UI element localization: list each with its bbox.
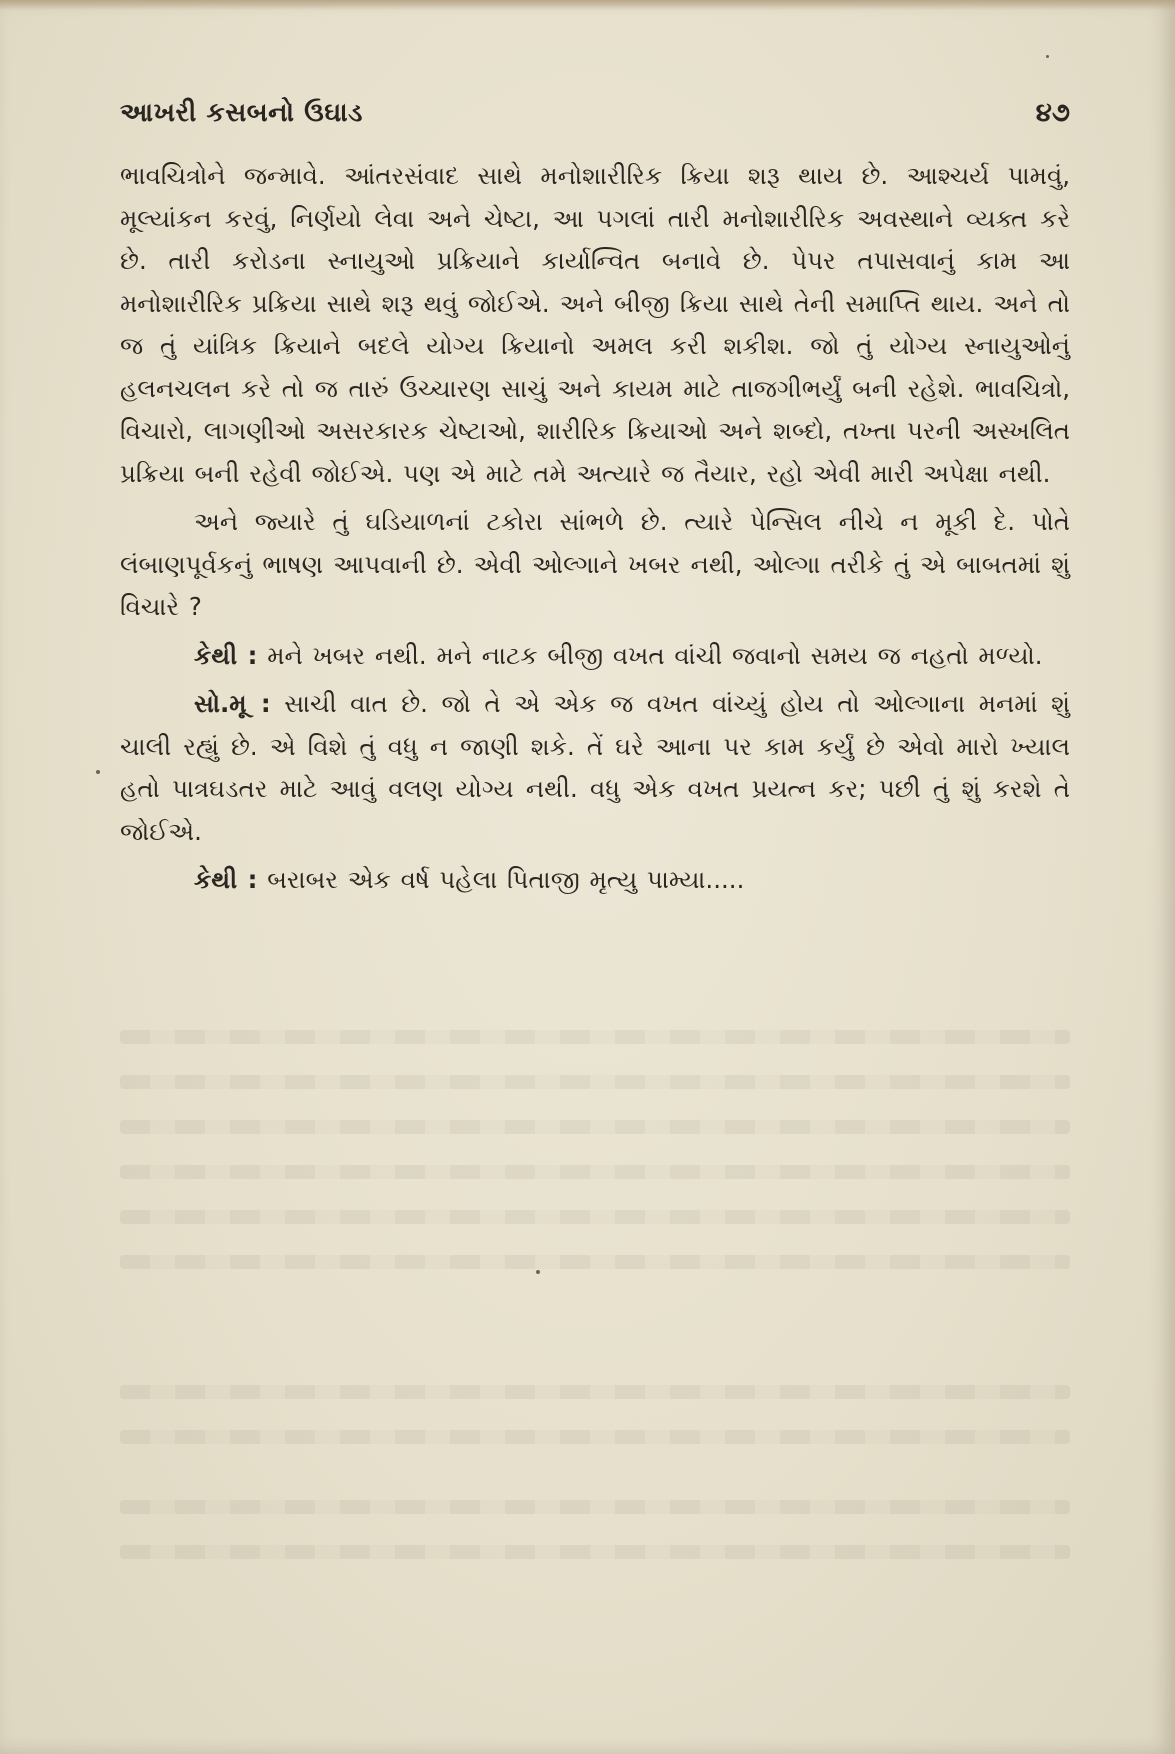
paper-speck [536,1270,540,1274]
dialogue-paragraph [120,635,1070,678]
dialogue-text: સાચી વાત છે. જો તે એ એક જ વખત વાંચ્યું હોય તો ઓલ્ગાના મનમાં શું ચાલી રહ્યું છે. એ વિશે તું વધુ ન જાણી શકે. તેં ઘરે આના પર કામ કર્યું છે એવો મારો ખ્યાલ હતો પાત્રઘડતર માટે આવું વલણ યોગ્ય નથી. વધુ એક વખત પ્રયત્ન કર; પછી તું શું કરશે તે જોઈએ. [120,689,1070,846]
show-through-line [120,1385,1070,1399]
page-number: ૪૭ [1035,98,1070,128]
dialogue-text: મને ખબર નથી. મને નાટક બીજી વખત વાંચી જવાનો સમય જ નહતો મળ્યો. [257,640,1043,670]
page-top-edge [0,0,1175,10]
dialogue-text: બરાબર એક વર્ષ પહેલા પિતાજી મૃત્યુ પામ્યા..... [257,865,745,894]
body-text [120,155,1070,902]
show-through-line [120,1030,1070,1044]
show-through-line [120,1430,1070,1444]
show-through-line [120,1075,1070,1089]
speaker-name: કેથી : [194,865,258,894]
dialogue-paragraph [120,859,1070,902]
show-through-line [120,1545,1070,1559]
paper-speck [96,770,100,774]
show-through-line [120,1120,1070,1134]
running-title: આખરી કસબનો ઉઘાડ [120,98,363,128]
paragraph-text: અને જ્યારે તું ઘડિયાળનાં ટકોરા સાંભળે છે. ત્યારે પેન્સિલ નીચે ન મૂકી દે. પોતે લંબાણપૂર્વકનું ભાષણ આપવાની છે. એવી ઓલ્ગાને ખબર નથી, ઓલ્ગા તરીકે તું એ બાબતમાં શું વિચારે ? [120,507,1070,621]
speaker-name: કેથી : [194,640,258,670]
dialogue-paragraph [120,683,1070,853]
paragraph-text: ભાવચિત્રોને જન્માવે. આંતરસંવાદ સાથે મનોશારીરિક ક્રિયા શરૂ થાય છે. આશ્ચર્ય પામવું, મૂલ્યાંકન કરવું, નિર્ણયો લેવા અને ચેષ્ટા, આ પગલાં તારી મનોશારીરિક અવસ્થાને વ્યક્ત કરે છે. તારી કરોડના સ્નાયુઓ પ્રક્રિયાને કાર્યાન્વિત બનાવે છે. પેપર તપાસવાનું કામ આ મનોશારીરિક પ્રક્રિયા સાથે શરૂ થવું જોઈએ. અને બીજી ક્રિયા સાથે તેની સમાપ્તિ થાય. અને તો જ તું યાંત્રિક ક્રિયાને બદલે યોગ્ય ક્રિયાનો અમલ કરી શકીશ. જો તું યોગ્ય સ્નાયુઓનું હલનચલન કરે તો જ તારું ઉચ્ચારણ સાચું અને કાયમ માટે તાજગીભર્યું બની રહેશે. ભાવચિત્રો, વિચારો, લાગણીઓ અસરકારક ચેષ્ટાઓ, શારીરિક ક્રિયાઓ અને શબ્દો, તખ્તા પરની અસ્ખલિત પ્રક્રિયા બની રહેવી જોઈએ. પણ એ માટે તમે અત્યારે જ તૈયાર, રહો એવી મારી અપેક્ષા નથી. [120,161,1070,488]
speaker-name: સો.મૂ : [194,689,271,718]
paper-speck [1046,55,1049,58]
show-through-line [120,1165,1070,1179]
show-through-line [120,1500,1070,1514]
show-through-line [120,1210,1070,1224]
show-through-line [120,1255,1070,1269]
page-header [120,98,1070,138]
paragraph [120,501,1070,629]
paragraph [120,155,1070,495]
